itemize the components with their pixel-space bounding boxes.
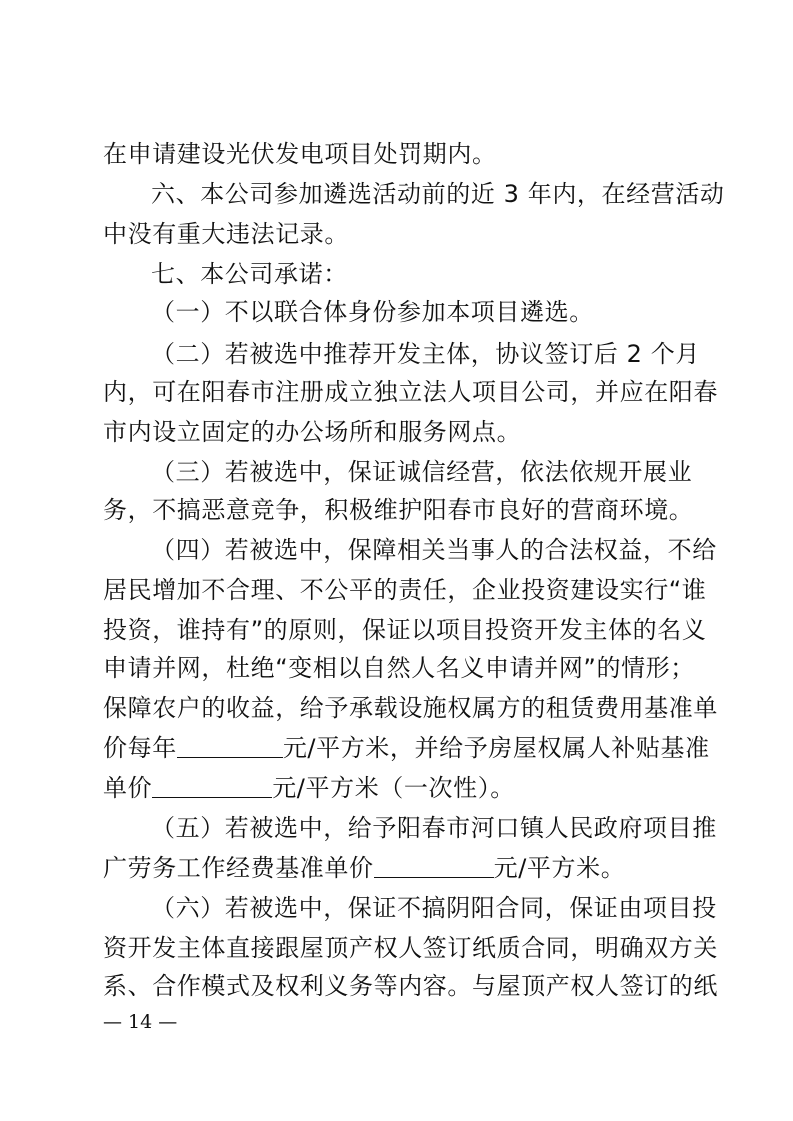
text-line: 居民增加不合理、不公平的责任，企业投资建设实行“谁 — [103, 576, 707, 604]
text-line: （一）不以联合体身份参加本项目遴选。 — [151, 298, 594, 326]
text-line: 七、本公司承诺： — [151, 260, 348, 288]
text-line: （六）若被选中，保证不搞阴阳合同，保证由项目投 — [151, 894, 717, 922]
fee-price-prefix: 广劳务工作经费基准单价 — [103, 854, 374, 882]
text-line: 六、本公司参加遴选活动前的近 3 年内，在经营活动 — [151, 180, 725, 208]
fee-price-suffix: 元/平方米。 — [493, 854, 626, 882]
text-line: 中没有重大违法记录。 — [103, 220, 349, 248]
text-line: 保障农户的收益，给予承载设施权属方的租赁费用基准单 — [103, 694, 718, 722]
text-line: （五）若被选中，给予阳春市河口镇人民政府项目推 — [151, 814, 717, 842]
rent-price-line — [103, 734, 710, 762]
subsidy-price-suffix: 元/平方米（一次性）。 — [272, 774, 515, 802]
rent-price-prefix: 价每年 — [103, 734, 177, 762]
text-line: 内，可在阳春市注册成立独立法人项目公司，并应在阳春 — [103, 378, 718, 406]
text-line: 系、合作模式及权利义务等内容。与屋顶产权人签订的纸 — [103, 972, 718, 1000]
rent-price-suffix: 元/平方米，并给予房屋权属人补贴基准 — [282, 734, 710, 762]
page-number: — 14 — — [103, 1011, 178, 1033]
text-line: （四）若被选中，保障相关当事人的合法权益，不给 — [151, 536, 717, 564]
text-line: 申请并网，杜绝“变相以自然人名义申请并网”的情形； — [103, 654, 695, 682]
text-line: 资开发主体直接跟屋顶产权人签订纸质合同，明确双方关 — [103, 934, 718, 962]
text-line: 市内设立固定的办公场所和服务网点。 — [103, 418, 522, 446]
text-line: 务，不搞恶意竞争，积极维护阳春市良好的营商环境。 — [103, 496, 694, 524]
fee-price-line — [103, 854, 703, 882]
fee-price-blank[interactable] — [374, 855, 494, 878]
text-line: （三）若被选中，保证诚信经营，依法依规开展业 — [151, 458, 693, 486]
subsidy-price-line — [103, 774, 703, 802]
subsidy-price-prefix: 单价 — [103, 774, 153, 802]
rent-price-blank[interactable] — [177, 735, 283, 758]
text-line: 在申请建设光伏发电项目处罚期内。 — [103, 140, 497, 168]
text-line: 投资，谁持有”的原则，保证以项目投资开发主体的名义 — [103, 616, 707, 644]
subsidy-price-blank[interactable] — [152, 775, 272, 798]
text-line: （二）若被选中推荐开发主体，协议签订后 2 个月 — [151, 340, 700, 368]
